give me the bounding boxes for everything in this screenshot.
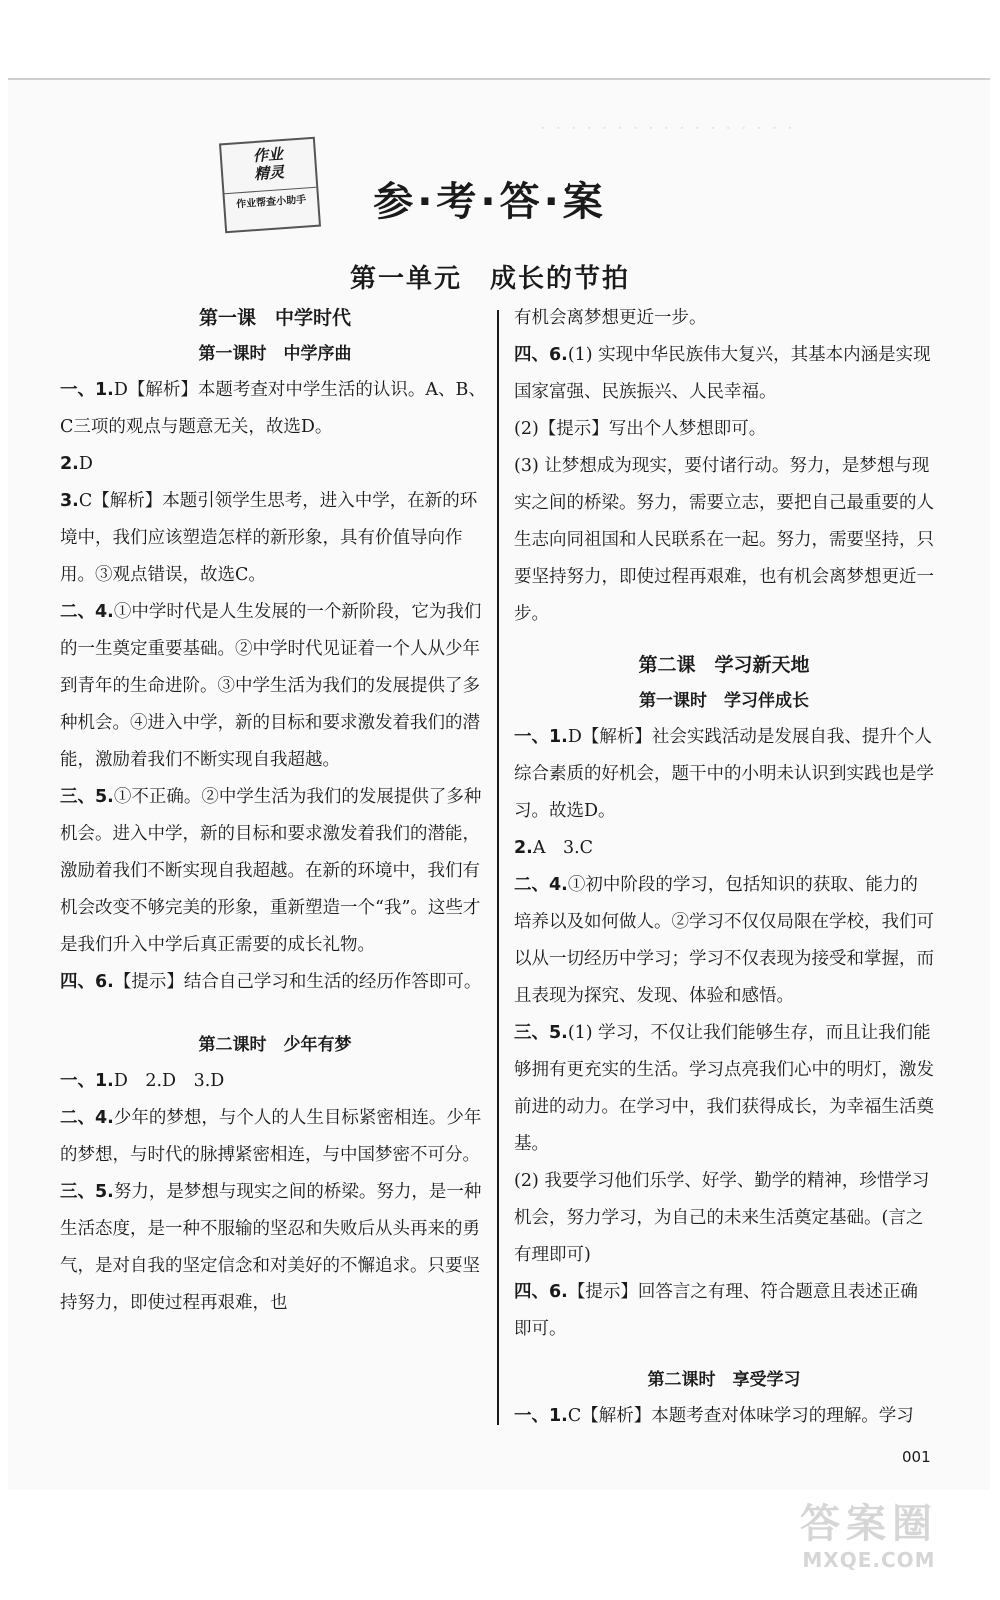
site-watermark (800, 1500, 938, 1572)
section-title: 第二课时 少年有梦 (198, 1035, 352, 1055)
answer-item (514, 867, 934, 1015)
answer-item (60, 779, 490, 964)
answer-text: D【解析】本题考查对中学生活的认识。A、B、C三项的观点与题意无关，故选D。 (60, 380, 486, 437)
question-number: 二、4. (514, 875, 568, 895)
bleed-through-text: · · · · · · · · · · · · · · · · · (540, 118, 795, 139)
answer-item (514, 1274, 934, 1348)
right-column (514, 300, 934, 1435)
lesson-title: 第二课 学习新天地 (638, 654, 810, 676)
question-number: 2. (514, 838, 533, 858)
watermark-logo-text: 答案圈 (800, 1501, 938, 1547)
question-number: 三、5. (60, 1182, 114, 1202)
question-number: 一、1. (514, 727, 568, 747)
question-number: 一、1. (514, 1406, 568, 1426)
answer-subitem: (3) 让梦想成为现实，要付诸行动。努力，是梦想与现实之间的桥梁。努力，需要立志，要把自己最重要的人生志向同祖国和人民联系在一起。努力，需要坚持，只要坚持努力，即使过程再艰难，也有机会离梦想更近一步。 (514, 456, 934, 624)
page-title: 参·考·答·案 (373, 179, 607, 225)
answer-item (514, 1015, 934, 1163)
answer-subitem: (2)【提示】写出个人梦想即可。 (514, 419, 767, 439)
answer-text: (1) 实现中华民族伟大复兴，其基本内涵是实现国家富强、民族振兴、人民幸福。 (514, 345, 931, 402)
answer-text: ①初中阶段的学习，包括知识的获取、能力的培养以及如何做人。②学习不仅仅局限在学校，我们可以从一切经历中学习；学习不仅表现为接受和掌握，而且表现为探究、发现、体验和感悟。 (514, 875, 934, 1006)
answer-text: 【提示】回答言之有理、符合题意且表述正确即可。 (514, 1282, 918, 1339)
logo-line1: 作业 (252, 145, 284, 166)
question-number: 三、5. (514, 1023, 568, 1043)
section-title: 第一课时 学习伴成长 (639, 691, 809, 711)
logo-line3: 作业帮查小助手 (224, 187, 317, 211)
answer-text: (1) 学习，不仅让我们能够生存，而且让我们能够拥有更充实的生活。学习点亮我们心中的明灯，激发前进的动力。在学习中，我们获得成长，为幸福生活奠基。 (514, 1023, 934, 1154)
answer-item (60, 372, 490, 446)
logo-line2: 精灵 (253, 163, 285, 184)
answer-text: 【提示】结合自己学习和生活的经历作答即可。 (113, 972, 482, 992)
answer-item (60, 594, 490, 779)
answer-text: D【解析】社会实践活动是发展自我、提升个人综合素质的好机会，题干中的小明未认识到实践也是学习。故选D。 (514, 727, 934, 821)
answer-item (60, 483, 490, 594)
question-number: 三、5. (60, 787, 114, 807)
answer-text: 少年的梦想，与个人的人生目标紧密相连。少年的梦想，与时代的脉搏紧密相连，与中国梦密不可分。 (60, 1108, 482, 1165)
answer-text: C【解析】本题考查对体味学习的理解。学习 (567, 1406, 914, 1426)
answer-text: A 3.C (532, 838, 594, 858)
question-number: 四、6. (60, 972, 114, 992)
answer-item (514, 1398, 934, 1435)
question-number: 一、1. (60, 380, 114, 400)
question-number: 2. (60, 454, 79, 474)
answer-subitem: (2) 我要学习他们乐学、好学、勤学的精神，珍惜学习机会，努力学习，为自己的未来生活奠定基础。(言之有理即可) (514, 1171, 930, 1265)
answer-item (60, 1100, 490, 1174)
watermark-url: MXQE.COM (802, 1548, 936, 1572)
section-title: 第二课时 享受学习 (647, 1370, 801, 1390)
question-number: 二、4. (60, 602, 114, 622)
answer-item (514, 337, 934, 411)
spacer (514, 1348, 934, 1362)
question-number: 二、4. (60, 1108, 114, 1128)
left-column (60, 300, 490, 1322)
answer-text: C【解析】本题引领学生思考，进入中学，在新的环境中，我们应该塑造怎样的新形象，具有价值导向作用。③观点错误，故选C。 (60, 491, 478, 585)
spacer (514, 633, 934, 647)
question-number: 一、1. (60, 1071, 114, 1091)
answer-text: D 2.D 3.D (113, 1071, 225, 1091)
answer-item (60, 1174, 490, 1322)
answer-item (514, 719, 934, 830)
brand-logo (219, 137, 321, 233)
answer-text: ①不正确。②中学生活为我们的发展提供了多种机会。进入中学，新的目标和要求激发着我们的潜能，激励着我们不断实现自我超越。在新的环境中，我们有机会改变不够完美的形象，重新塑造一个“我”。这些才是我们升入中学后真正需要的成长礼物。 (60, 787, 482, 955)
column-divider (497, 310, 499, 1425)
answer-text: ①中学时代是人生发展的一个新阶段，它为我们的一生奠定重要基础。②中学时代见证着一个人从少年到青年的生命进阶。③中学生活为我们的发展提供了多种机会。④进入中学，新的目标和要求激发着我们的潜能，激励着我们不断实现自我超越。 (60, 602, 482, 770)
answer-continuation: 有机会离梦想更近一步。 (514, 308, 707, 328)
question-number: 3. (60, 491, 79, 511)
section-title: 第一课时 中学序曲 (198, 344, 352, 364)
answer-item (60, 446, 490, 483)
question-number: 四、6. (514, 345, 568, 365)
answer-item (60, 964, 490, 1001)
spacer (60, 1001, 490, 1027)
answer-item (514, 830, 934, 867)
lesson-title: 第一课 中学时代 (198, 307, 351, 329)
answer-text: 努力，是梦想与现实之间的桥梁。努力，是一种生活态度，是一种不服输的坚忍和失败后从头再来的勇气，是对自我的坚定信念和对美好的不懈追求。只要坚持努力，即使过程再艰难，也 (60, 1182, 482, 1313)
answer-text: D (78, 454, 93, 474)
question-number: 四、6. (514, 1282, 568, 1302)
page-number: 001 (902, 1448, 931, 1466)
answer-item (60, 1063, 490, 1100)
unit-title: 第一单元 成长的节拍 (349, 264, 630, 294)
